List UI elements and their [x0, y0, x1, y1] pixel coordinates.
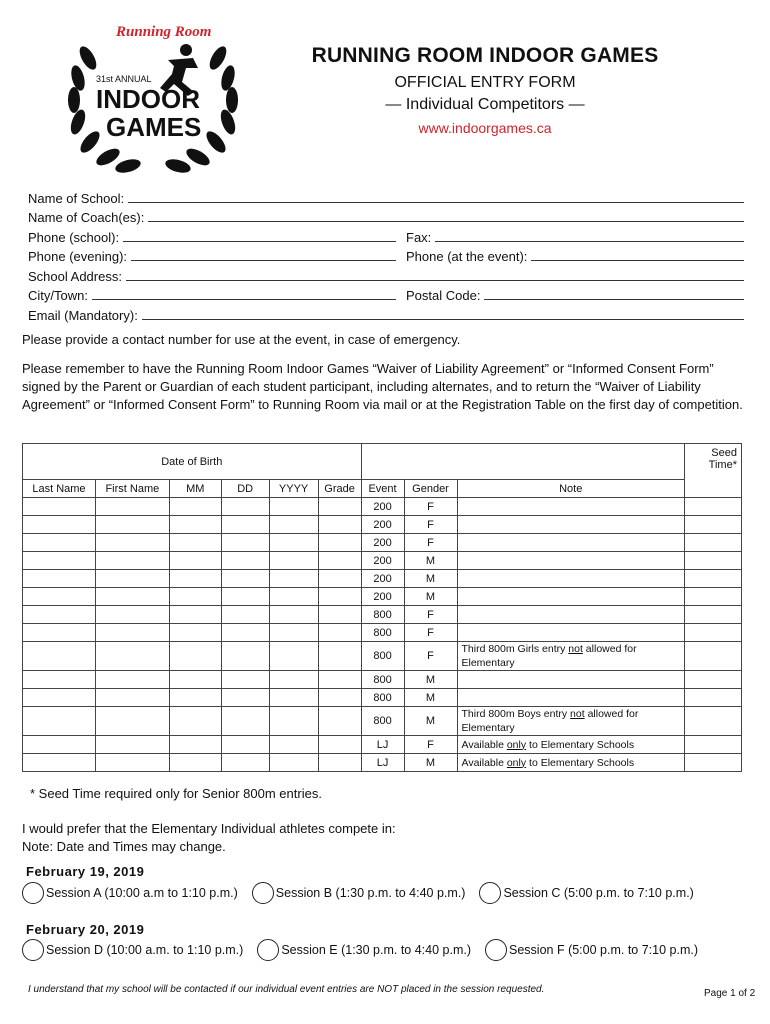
- session-e-label: Session E (1:30 p.m. to 4:40 p.m.): [281, 943, 472, 957]
- school-address-label: School Address:: [28, 268, 122, 284]
- note-cell: [457, 754, 684, 772]
- logo-annual-text: 31st ANNUAL: [96, 74, 152, 84]
- dob-mm-cell[interactable]: [169, 588, 221, 606]
- first-name-cell[interactable]: [95, 570, 169, 588]
- seed-time-cell[interactable]: [684, 534, 741, 552]
- event-cell: 200: [361, 588, 404, 606]
- first-name-cell[interactable]: [95, 624, 169, 642]
- grade-cell[interactable]: [318, 588, 361, 606]
- gender-cell: F: [404, 606, 457, 624]
- gender-cell: F: [404, 534, 457, 552]
- note-cell: [457, 588, 684, 606]
- note-cell: [457, 516, 684, 534]
- date-change-note: Note: Date and Times may change.: [22, 839, 226, 854]
- session-d-option[interactable]: [22, 939, 243, 961]
- note-cell: [457, 552, 684, 570]
- event-cell: 800: [361, 707, 404, 736]
- note-cell: [457, 707, 684, 736]
- logo-games-text: GAMES: [106, 112, 202, 142]
- note-cell: [457, 671, 684, 689]
- note-text: to Elementary Schools: [526, 738, 635, 751]
- table-row: [23, 552, 742, 570]
- session-options-day2: [22, 939, 712, 961]
- note-emphasis: only: [506, 738, 527, 751]
- contact-fields: [28, 186, 744, 323]
- page-number: Page 1 of 2: [704, 988, 756, 999]
- gender-cell: M: [404, 570, 457, 588]
- seed-time-cell[interactable]: [684, 624, 741, 642]
- grade-cell[interactable]: [318, 534, 361, 552]
- table-row: [23, 754, 742, 772]
- column-header: YYYY: [269, 480, 318, 498]
- last-name-cell[interactable]: [23, 498, 96, 516]
- dob-dd-cell[interactable]: [221, 498, 269, 516]
- note-emphasis: only: [506, 756, 527, 769]
- gender-cell: M: [404, 552, 457, 570]
- form-category: — Individual Competitors —: [385, 96, 585, 113]
- first-name-cell[interactable]: [95, 498, 169, 516]
- seed-time-cell[interactable]: [684, 606, 741, 624]
- dob-yyyy-cell[interactable]: [269, 588, 318, 606]
- grade-cell[interactable]: [318, 570, 361, 588]
- dob-yyyy-cell[interactable]: [269, 689, 318, 707]
- grade-cell[interactable]: [318, 671, 361, 689]
- dob-dd-cell[interactable]: [221, 624, 269, 642]
- seed-time-cell[interactable]: [684, 671, 741, 689]
- last-name-cell[interactable]: [23, 754, 96, 772]
- school-name-field[interactable]: [28, 191, 744, 206]
- seed-time-cell[interactable]: [684, 689, 741, 707]
- seed-time-cell[interactable]: [684, 754, 741, 772]
- table-row: [23, 498, 742, 516]
- gender-cell: F: [404, 736, 457, 754]
- note-text: allowed for Elementary: [461, 708, 639, 734]
- postal-code-label: Postal Code:: [406, 288, 481, 303]
- column-header: Grade: [318, 480, 361, 498]
- note-text: to Elementary Schools: [526, 756, 635, 769]
- grade-cell[interactable]: [318, 624, 361, 642]
- last-name-cell[interactable]: [23, 534, 96, 552]
- radio-circle-icon[interactable]: [479, 882, 501, 904]
- note-text: Available: [461, 756, 507, 769]
- event-cell: 200: [361, 570, 404, 588]
- fax-field[interactable]: [406, 230, 744, 245]
- phone-event-label: Phone (at the event):: [406, 249, 528, 264]
- page-title: RUNNING ROOM INDOOR GAMES: [311, 44, 659, 67]
- dob-yyyy-cell[interactable]: [269, 498, 318, 516]
- first-name-cell[interactable]: [95, 736, 169, 754]
- last-name-cell[interactable]: [23, 642, 96, 671]
- first-name-cell[interactable]: [95, 642, 169, 671]
- column-header: MM: [169, 480, 221, 498]
- email-label: Email (Mandatory):: [28, 307, 138, 323]
- dob-yyyy-cell[interactable]: [269, 736, 318, 754]
- phone-evening-label: Phone (evening):: [28, 249, 128, 264]
- table-row: [23, 624, 742, 642]
- form-header: [270, 44, 700, 136]
- indoor-games-logo: [58, 18, 248, 178]
- last-name-cell[interactable]: [23, 588, 96, 606]
- waiver-note: Please remember to have the Running Room Indoor Games “Waiver of Liability Agreement” or “Informed Consent Form” signed by the Parent or Guardian of each student participant, including alternates, and to return the “Waiver of Liability Agreement” or “Informed Consent Form” to Running Room via mail or at the Registration Table on the first day of competition.: [22, 361, 743, 412]
- school-address-field[interactable]: [28, 269, 744, 284]
- dob-dd-cell[interactable]: [221, 516, 269, 534]
- grade-cell[interactable]: [318, 498, 361, 516]
- last-name-cell[interactable]: [23, 606, 96, 624]
- gender-cell: M: [404, 754, 457, 772]
- preference-text: [22, 820, 396, 856]
- dob-dd-cell[interactable]: [221, 689, 269, 707]
- session-b-label: Session B (1:30 p.m. to 4:40 p.m.): [275, 886, 466, 900]
- event-cell: 800: [361, 642, 404, 671]
- date-heading-day2: February 20, 2019: [26, 922, 145, 937]
- dob-yyyy-cell[interactable]: [269, 552, 318, 570]
- last-name-cell[interactable]: [23, 516, 96, 534]
- laurel-wreath-logo-graphic: [58, 18, 248, 178]
- seed-time-cell[interactable]: [684, 642, 741, 671]
- dob-yyyy-cell[interactable]: [269, 534, 318, 552]
- radio-circle-icon[interactable]: [252, 882, 274, 904]
- dob-mm-cell[interactable]: [169, 552, 221, 570]
- first-name-cell[interactable]: [95, 671, 169, 689]
- note-emphasis: not: [570, 708, 585, 720]
- gender-cell: M: [404, 707, 457, 736]
- radio-circle-icon[interactable]: [485, 939, 507, 961]
- dob-mm-cell[interactable]: [169, 671, 221, 689]
- entry-rows: [23, 498, 742, 772]
- form-subtitle: OFFICIAL ENTRY FORM: [394, 74, 576, 91]
- dob-yyyy-cell[interactable]: [269, 707, 318, 736]
- column-header: Event: [361, 480, 404, 498]
- note-text: allowed for Elementary: [461, 643, 637, 669]
- seed-time-cell[interactable]: [684, 552, 741, 570]
- event-cell: 200: [361, 516, 404, 534]
- note-emphasis: not: [568, 643, 583, 655]
- grade-cell[interactable]: [318, 736, 361, 754]
- table-row: [23, 570, 742, 588]
- session-c-label: Session C (5:00 p.m. to 7:10 p.m.): [503, 886, 694, 900]
- logo-brand-text: Running Room: [116, 24, 212, 40]
- phone-evening-field[interactable]: [28, 249, 396, 264]
- first-name-cell[interactable]: [95, 606, 169, 624]
- phone-school-field[interactable]: [28, 230, 396, 245]
- gender-cell: F: [404, 624, 457, 642]
- radio-circle-icon[interactable]: [22, 882, 44, 904]
- gender-cell: F: [404, 498, 457, 516]
- dob-dd-cell[interactable]: [221, 606, 269, 624]
- event-cell: LJ: [361, 736, 404, 754]
- dob-yyyy-cell[interactable]: [269, 570, 318, 588]
- note-cell: [457, 570, 684, 588]
- city-label: City/Town:: [28, 288, 88, 303]
- dob-dd-cell[interactable]: [221, 552, 269, 570]
- date-heading-day1: February 19, 2019: [26, 864, 145, 879]
- grade-cell[interactable]: [318, 689, 361, 707]
- dob-mm-cell[interactable]: [169, 707, 221, 736]
- radio-circle-icon[interactable]: [22, 939, 44, 961]
- last-name-cell[interactable]: [23, 671, 96, 689]
- session-a-option[interactable]: [22, 882, 238, 904]
- dob-mm-cell[interactable]: [169, 498, 221, 516]
- dob-yyyy-cell[interactable]: [269, 754, 318, 772]
- table-column-headers: [23, 480, 742, 498]
- seed-time-cell[interactable]: [684, 498, 741, 516]
- dob-dd-cell[interactable]: [221, 754, 269, 772]
- note-cell: [457, 606, 684, 624]
- dob-yyyy-cell[interactable]: [269, 624, 318, 642]
- grade-cell[interactable]: [318, 516, 361, 534]
- first-name-cell[interactable]: [95, 754, 169, 772]
- emergency-note: Please provide a contact number for use at the event, in case of emergency.: [22, 332, 461, 347]
- table-row: [23, 671, 742, 689]
- table-row: [23, 642, 742, 671]
- dob-dd-cell[interactable]: [221, 570, 269, 588]
- dob-yyyy-cell[interactable]: [269, 516, 318, 534]
- logo-indoor-text: INDOOR: [96, 84, 200, 114]
- table-row: [23, 736, 742, 754]
- dob-mm-cell[interactable]: [169, 534, 221, 552]
- table-header-top: [23, 444, 742, 480]
- postal-code-field[interactable]: [406, 288, 744, 303]
- grade-cell[interactable]: [318, 707, 361, 736]
- dob-mm-cell[interactable]: [169, 689, 221, 707]
- gender-cell: M: [404, 588, 457, 606]
- dob-mm-cell[interactable]: [169, 570, 221, 588]
- dob-yyyy-cell[interactable]: [269, 642, 318, 671]
- seed-time-cell[interactable]: [684, 570, 741, 588]
- session-c-option[interactable]: [479, 882, 693, 904]
- gender-cell: M: [404, 689, 457, 707]
- last-name-cell[interactable]: [23, 707, 96, 736]
- radio-circle-icon[interactable]: [257, 939, 279, 961]
- last-name-cell[interactable]: [23, 736, 96, 754]
- session-a-label: Session A (10:00 a.m to 1:10 p.m.): [46, 886, 238, 900]
- note-text: Third 800m Boys entry: [461, 708, 571, 720]
- dob-mm-cell[interactable]: [169, 754, 221, 772]
- table-row: [23, 534, 742, 552]
- first-name-cell[interactable]: [95, 552, 169, 570]
- column-header: Gender: [404, 480, 457, 498]
- preference-line: I would prefer that the Elementary Individual athletes compete in:: [22, 821, 396, 836]
- grade-cell[interactable]: [318, 642, 361, 671]
- table-row: [23, 689, 742, 707]
- table-row: [23, 707, 742, 736]
- session-disclaimer: I understand that my school will be contacted if our individual event entries are NOT placed in the session requested.: [28, 984, 545, 995]
- dob-dd-cell[interactable]: [221, 671, 269, 689]
- first-name-cell[interactable]: [95, 689, 169, 707]
- event-cell: 200: [361, 498, 404, 516]
- dob-mm-cell[interactable]: [169, 736, 221, 754]
- dob-mm-cell[interactable]: [169, 642, 221, 671]
- dob-header: Date of Birth: [23, 444, 362, 480]
- entries-table: [22, 443, 742, 772]
- city-field[interactable]: [28, 288, 396, 303]
- column-header: Last Name: [23, 480, 96, 498]
- event-cell: 200: [361, 534, 404, 552]
- phone-event-field[interactable]: [406, 249, 744, 264]
- gender-cell: F: [404, 516, 457, 534]
- event-cell: 800: [361, 624, 404, 642]
- note-text: Available: [461, 738, 507, 751]
- coach-name-label: Name of Coach(es):: [28, 210, 145, 225]
- note-cell: [457, 736, 684, 754]
- table-row: [23, 516, 742, 534]
- note-cell: [457, 642, 684, 671]
- grade-cell[interactable]: [318, 754, 361, 772]
- event-cell: 800: [361, 689, 404, 707]
- note-cell: [457, 689, 684, 707]
- table-row: [23, 588, 742, 606]
- seed-time-cell[interactable]: [684, 736, 741, 754]
- dob-dd-cell[interactable]: [221, 642, 269, 671]
- dob-dd-cell[interactable]: [221, 588, 269, 606]
- dob-mm-cell[interactable]: [169, 516, 221, 534]
- session-e-option[interactable]: [257, 939, 471, 961]
- column-header: DD: [221, 480, 269, 498]
- first-name-cell[interactable]: [95, 534, 169, 552]
- gender-cell: F: [404, 642, 457, 671]
- last-name-cell[interactable]: [23, 552, 96, 570]
- note-cell: [457, 534, 684, 552]
- dob-dd-cell[interactable]: [221, 534, 269, 552]
- dob-yyyy-cell[interactable]: [269, 606, 318, 624]
- seed-time-cell[interactable]: [684, 516, 741, 534]
- session-options-day1: [22, 882, 708, 904]
- seed-time-cell[interactable]: [684, 707, 741, 736]
- gender-cell: M: [404, 671, 457, 689]
- dob-mm-cell[interactable]: [169, 606, 221, 624]
- last-name-cell[interactable]: [23, 624, 96, 642]
- dob-dd-cell[interactable]: [221, 736, 269, 754]
- session-b-option[interactable]: [252, 882, 466, 904]
- first-name-cell[interactable]: [95, 707, 169, 736]
- column-header: Note: [457, 480, 684, 498]
- session-f-label: Session F (5:00 p.m. to 7:10 p.m.): [509, 943, 698, 957]
- grade-cell[interactable]: [318, 552, 361, 570]
- note-text: Third 800m Girls entry: [461, 643, 569, 655]
- seed-time-header: Seed Time*: [684, 444, 741, 498]
- session-d-label: Session D (10:00 a.m. to 1:10 p.m.): [46, 943, 244, 957]
- table-row: [23, 606, 742, 624]
- note-cell: [457, 624, 684, 642]
- event-cell: 800: [361, 671, 404, 689]
- event-cell: LJ: [361, 754, 404, 772]
- fax-label: Fax:: [406, 229, 432, 245]
- dob-yyyy-cell[interactable]: [269, 671, 318, 689]
- coach-name-field[interactable]: [28, 210, 744, 225]
- seed-time-note: * Seed Time required only for Senior 800m entries.: [30, 786, 322, 801]
- session-f-option[interactable]: [485, 939, 698, 961]
- email-field[interactable]: [28, 308, 744, 323]
- event-cell: 200: [361, 552, 404, 570]
- phone-school-label: Phone (school):: [28, 229, 120, 245]
- dob-dd-cell[interactable]: [221, 707, 269, 736]
- website-link[interactable]: www.indoorgames.ca: [418, 120, 552, 136]
- column-header: First Name: [95, 480, 169, 498]
- note-cell: [457, 498, 684, 516]
- grade-cell[interactable]: [318, 606, 361, 624]
- school-name-label: Name of School:: [28, 190, 125, 206]
- event-cell: 800: [361, 606, 404, 624]
- last-name-cell[interactable]: [23, 689, 96, 707]
- dob-mm-cell[interactable]: [169, 624, 221, 642]
- first-name-cell[interactable]: [95, 516, 169, 534]
- last-name-cell[interactable]: [23, 570, 96, 588]
- first-name-cell[interactable]: [95, 588, 169, 606]
- seed-time-cell[interactable]: [684, 588, 741, 606]
